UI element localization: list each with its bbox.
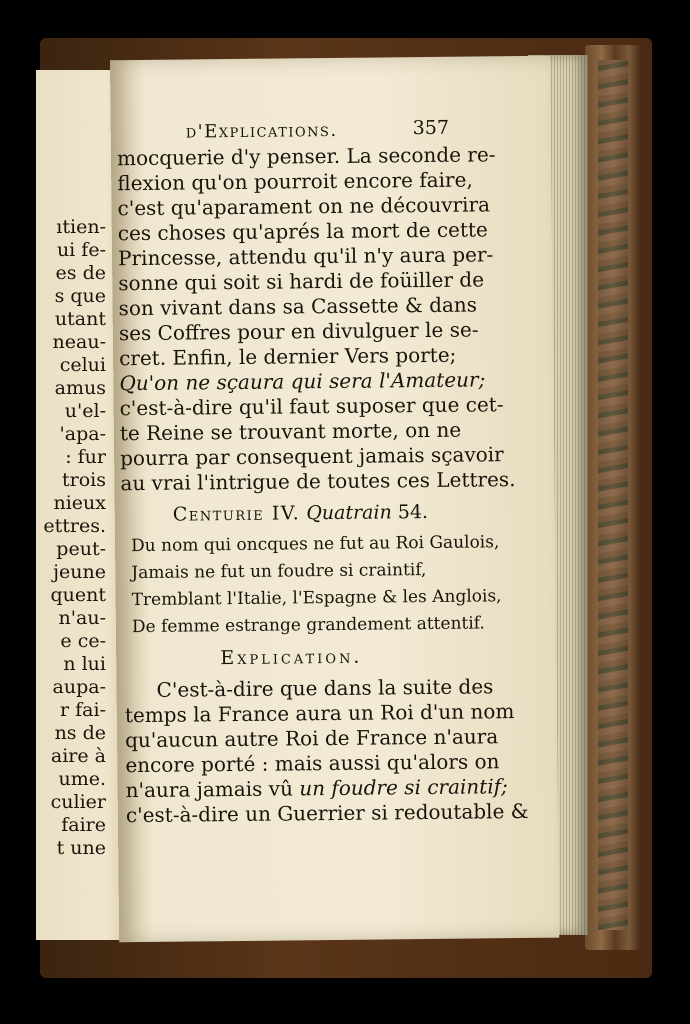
left-fragment: 'apa- (59, 423, 106, 445)
text-line: c'est-à-dire un Guerrier si redoutable & (125, 798, 529, 828)
text-line: C'est-à-dire que dans la suite des (156, 674, 494, 702)
italic-quote-line: Qu'on ne sçaura qui sera l'Amateur; (119, 367, 486, 396)
text-line: te Reine se trouvant morte, on ne (119, 417, 462, 446)
left-fragment: s que (54, 285, 106, 307)
running-head: d'Explications. (185, 119, 338, 143)
left-fragment: n'au- (58, 607, 106, 629)
quatrain-verse: Du nom qui oncques ne fut au Roi Gaulois, (130, 532, 500, 557)
left-fragment: amus (54, 377, 106, 399)
text-line: encore porté : mais aussi qu'alors on (125, 749, 500, 778)
text-line: pourra par consequent jamais sçavoir (120, 442, 504, 471)
text-line: ses Coffres pour en divulguer le se- (118, 317, 479, 346)
text-line: son vivant dans sa Cassette & dans (118, 292, 478, 321)
left-fragment: quent (50, 584, 106, 606)
quatrain-verse: Jamais ne fut un foudre si craintif, (131, 560, 427, 584)
text-line: ces choses qu'aprés la mort de cette (117, 217, 488, 246)
left-fragment: r fai- (60, 699, 106, 721)
text-line: mocquerie d'y penser. La seconde re- (116, 142, 496, 171)
text-line: c'est qu'aparament on ne découvrira (117, 192, 491, 221)
left-fragment: ui fe- (56, 239, 106, 261)
left-fragment: ettres. (43, 515, 106, 537)
left-fragment: celui (59, 354, 106, 376)
centurie-heading (172, 500, 429, 526)
left-fragment: neau- (52, 331, 106, 353)
italic-span: un foudre si craintif; (299, 774, 508, 801)
left-fragment: trois (62, 469, 106, 491)
text-line: c'est-à-dire qu'il faut suposer que cet- (119, 392, 504, 421)
left-fragment: ıtien- (56, 216, 106, 238)
text-line: cret. Enfin, le dernier Vers porte; (119, 342, 457, 371)
left-fragment: jeune (53, 561, 106, 583)
left-fragment: u'el- (64, 400, 106, 422)
text-line: au vrai l'intrigue de toutes ces Lettres. (120, 467, 516, 496)
left-fragment: ume. (58, 768, 106, 790)
left-fragment: e ce- (60, 630, 106, 652)
left-fragment: aupa- (52, 676, 106, 698)
left-fragment: culier (50, 791, 106, 813)
left-fragment: peut- (56, 538, 106, 560)
left-fragment: n lui (63, 653, 106, 675)
text-line: qu'aucun autre Roi de France n'aura (125, 724, 499, 753)
quatrain-verse: Tremblant l'Italie, l'Espagne & les Anglois, (131, 586, 502, 611)
quatrain-label: Quatrain (306, 501, 392, 525)
left-fragment: utant (54, 308, 106, 330)
explication-heading: Explication. (220, 645, 363, 670)
centurie-label: Centurie IV. (172, 502, 301, 526)
text-line: Princesse, attendu qu'il n'y aura per- (117, 242, 494, 271)
left-fragment: faire (61, 814, 106, 836)
text-line-with-italic (125, 774, 508, 803)
text-span: n'aura jamais vû (125, 776, 300, 803)
text-line: temps la France aura un Roi d'un nom (124, 699, 515, 728)
right-page (110, 56, 559, 943)
left-fragment: es de (55, 262, 106, 284)
quatrain-number: 54. (397, 500, 429, 524)
page-number: 357 (412, 116, 450, 140)
quatrain-verse: De femme estrange grandement attentif. (131, 613, 485, 638)
left-fragment: : fur (65, 446, 106, 468)
left-fragment: ns de (54, 722, 106, 744)
left-fragment: t une (56, 837, 106, 859)
marbled-endpaper (598, 60, 628, 930)
left-fragment: nieux (53, 492, 106, 514)
text-line: sonne qui soit si hardi de foüiller de (118, 267, 485, 296)
left-fragment: aire à (50, 745, 106, 767)
text-line: flexion qu'on pourroit encore faire, (117, 167, 473, 196)
